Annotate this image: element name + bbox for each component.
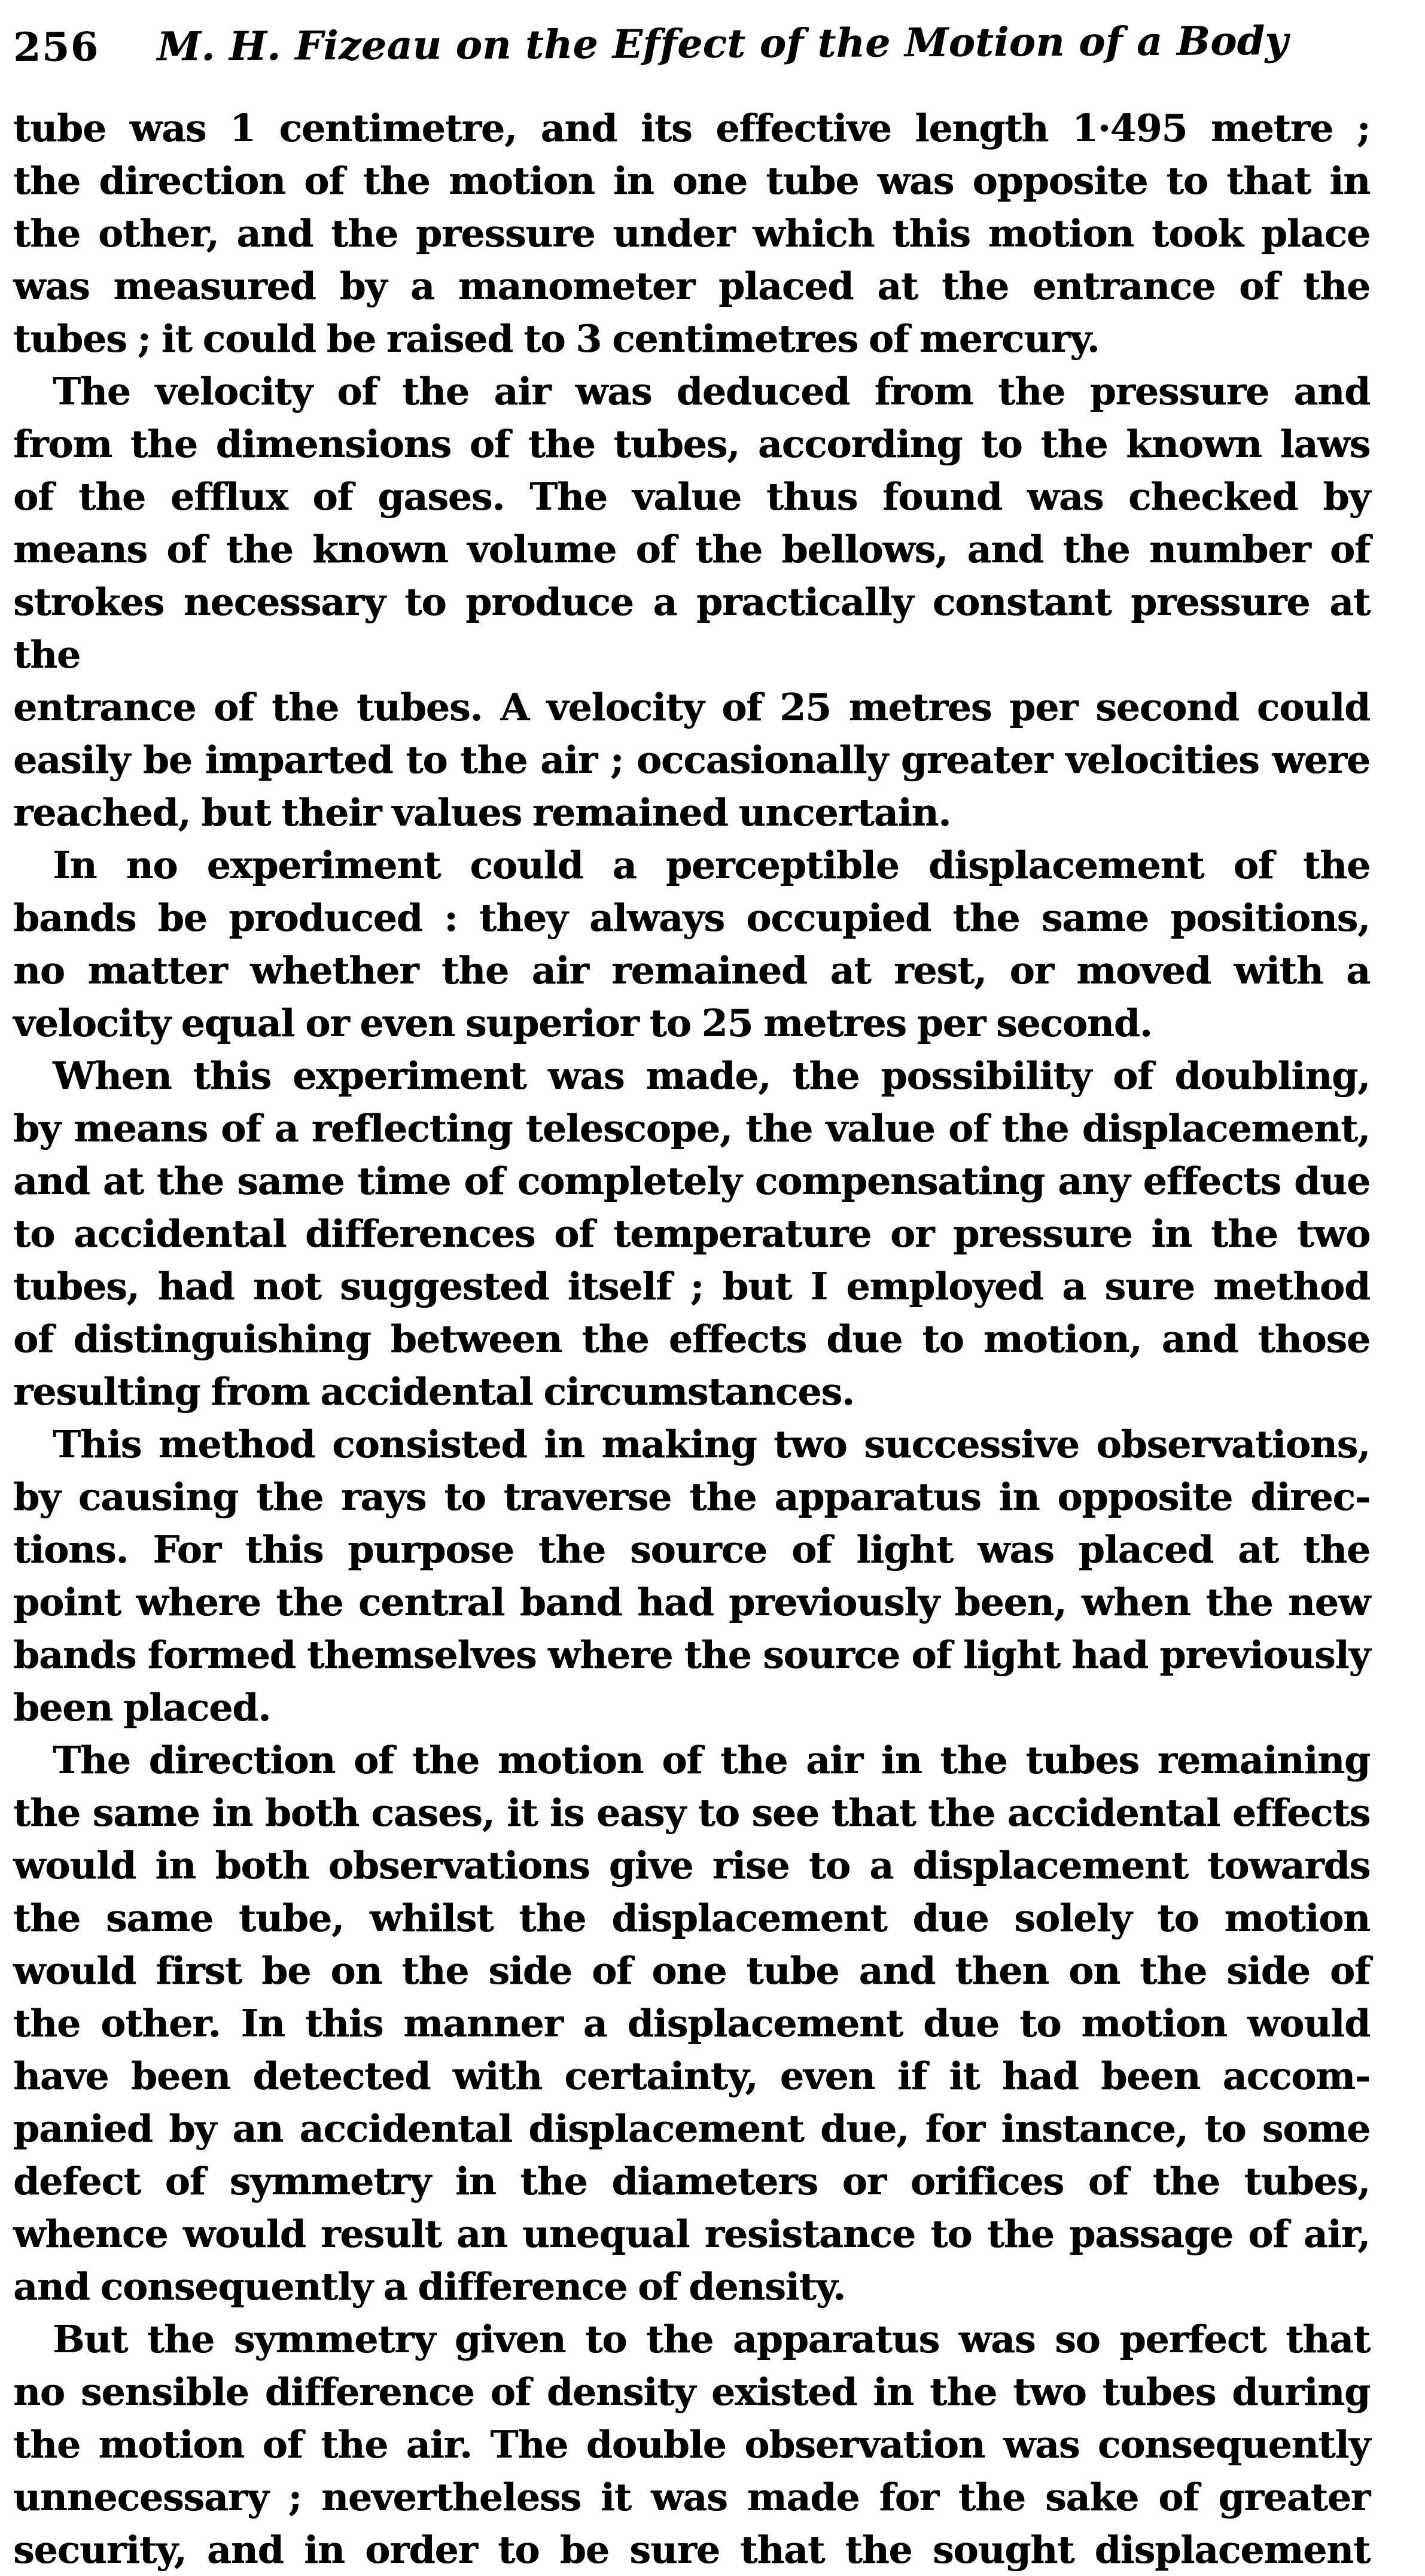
text-line: been placed. [13,1685,271,1729]
page-body [13,102,1370,2576]
text-line: bands be produced : they always occupied the same positions, [13,896,1370,940]
text-line: the motion of the air. The double observation was consequently [13,2422,1370,2467]
text-line: of distinguishing between the effects due to motion, and those [13,1317,1370,1361]
text-line: and consequently a difference of density. [13,2264,845,2309]
text-line: tubes, had not suggested itself ; but I employed a sure method [13,1264,1370,1308]
text-line: entrance of the tubes. A velocity of 25 metres per second could [13,685,1370,729]
text-line: would in both observations give rise to a displacement towards [13,1843,1370,1887]
text-line: point where the central band had previously been, when the new [13,1580,1370,1624]
text-line: the same in both cases, it is easy to see that the accidental effects [13,1791,1370,1835]
text-line: by causing the rays to traverse the apparatus in opposite direc- [13,1475,1370,1519]
text-line: and at the same time of completely compensating any effects due [13,1159,1370,1203]
text-line: resulting from accidental circumstances. [13,1369,854,1414]
text-line: the same tube, whilst the displacement due solely to motion [13,1896,1370,1940]
text-line: velocity equal or even superior to 25 metres per second. [13,1001,1152,1045]
text-line: of the efflux of gases. The value thus found was checked by [13,474,1370,519]
running-head [13,17,1370,71]
text-line: panied by an accidental displacement due, for instance, to some [13,2106,1370,2151]
text-line: The velocity of the air was deduced from the pressure and [53,369,1370,413]
text-line: In no experiment could a perceptible displacement of the [53,843,1370,887]
text-line: means of the known volume of the bellows, and the number of [13,527,1370,571]
text-line: strokes necessary to produce a practically constant pressure at the [13,580,1370,677]
paragraph [13,839,1370,1049]
text-line: was measured by a manometer placed at the entrance of the [13,264,1370,308]
paragraph [13,2313,1370,2576]
text-line: no matter whether the air remained at rest, or moved with a [13,948,1370,992]
text-line: unnecessary ; nevertheless it was made for the sake of greater [13,2475,1370,2519]
text-line: tions. For this purpose the source of light was placed at the [13,1527,1370,1572]
text-line: security, and in order to be sure that the sought displacement [13,2528,1370,2572]
text-line: defect of symmetry in the diameters or orifices of the tubes, [13,2159,1370,2203]
text-line: from the dimensions of the tubes, according to the known laws [13,422,1370,466]
text-line: no sensible difference of density existed in the two tubes during [13,2370,1370,2414]
text-line: have been detected with certainty, even if it had been accom- [13,2054,1370,2098]
text-line: easily be imparted to the air ; occasionally greater velocities were [13,738,1370,782]
paragraph [13,1049,1370,1418]
paragraph [13,1734,1370,2313]
text-line: tube was 1 centimetre, and its effective length 1·495 metre ; [13,106,1370,150]
text-line: to accidental differences of temperature or pressure in the two [13,1211,1370,1256]
paragraph [13,365,1370,839]
text-line: the other. In this manner a displacement due to motion would [13,2001,1370,2045]
running-title: M. H. Fizeau on the Effect of the Motion of a Body [157,17,1289,70]
text-line: the direction of the motion in one tube was opposite to that in [13,159,1370,203]
page-number: 256 [13,23,99,71]
text-line: the other, and the pressure under which this motion took place [13,211,1370,255]
text-line: by means of a reflecting telescope, the value of the displacement, [13,1106,1370,1150]
paragraph [13,1418,1370,1734]
text-line: bands formed themselves where the source of light had previously [13,1633,1370,1677]
text-line: tubes ; it could be raised to 3 centimetres of mercury. [13,316,1100,361]
text-line: When this experiment was made, the possibility of doubling, [53,1053,1370,1098]
text-line: would first be on the side of one tube and then on the side of [13,1948,1370,1993]
paragraph [13,102,1370,365]
text-line: This method consisted in making two successive observations, [53,1422,1370,1466]
text-line: whence would result an unequal resistance to the passage of air, [13,2212,1370,2256]
text-line: The direction of the motion of the air in the tubes remaining [53,1738,1370,1782]
text-line: But the symmetry given to the apparatus was so perfect that [53,2317,1370,2361]
text-line: reached, but their values remained uncertain. [13,790,951,835]
